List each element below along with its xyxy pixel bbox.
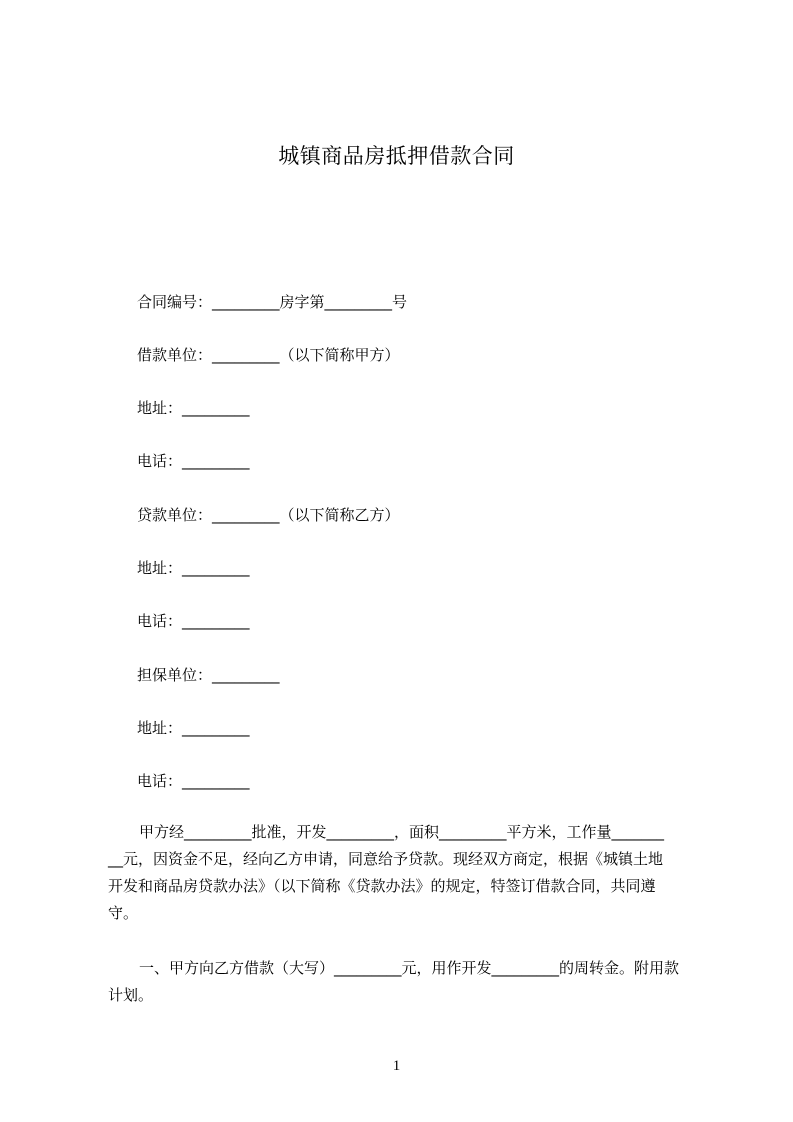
article-one-paragraph	[108, 955, 704, 1009]
contract-number-field: 合同编号：_________房字第_________号	[137, 293, 408, 311]
lender-unit-field: 贷款单位：_________（以下简称乙方）	[137, 506, 400, 524]
borrower-unit-field: 借款单位：_________（以下简称甲方）	[137, 346, 400, 364]
paragraph-line: 计划。	[108, 986, 154, 1004]
paragraph-line: 一、甲方向乙方借款（大写）_________元，用作开发_________的周转金。附用款	[139, 959, 680, 977]
preamble-paragraph	[108, 819, 704, 927]
paragraph-line: 甲方经_________批准，开发_________，面积_________平方米，工作量_______	[139, 823, 665, 841]
lender-phone-field: 电话：_________	[137, 612, 250, 630]
paragraph-line: __元，因资金不足，经向乙方申请，同意给予贷款。现经双方商定，根据《城镇土地	[108, 850, 664, 868]
paragraph-line: 守。	[108, 904, 139, 922]
guarantor-unit-field: 担保单位：_________	[137, 666, 280, 684]
document-title: 城镇商品房抵押借款合同	[278, 144, 515, 168]
borrower-phone-field: 电话：_________	[137, 452, 250, 470]
lender-address-field: 地址：_________	[137, 559, 250, 577]
paragraph-line: 开发和商品房贷款办法》（以下简称《贷款办法》的规定，特签订借款合同，共同遵	[108, 877, 656, 895]
page-number: 1	[392, 1058, 401, 1074]
guarantor-address-field: 地址：_________	[137, 719, 250, 737]
borrower-address-field: 地址：_________	[137, 399, 250, 417]
guarantor-phone-field: 电话：_________	[137, 772, 250, 790]
